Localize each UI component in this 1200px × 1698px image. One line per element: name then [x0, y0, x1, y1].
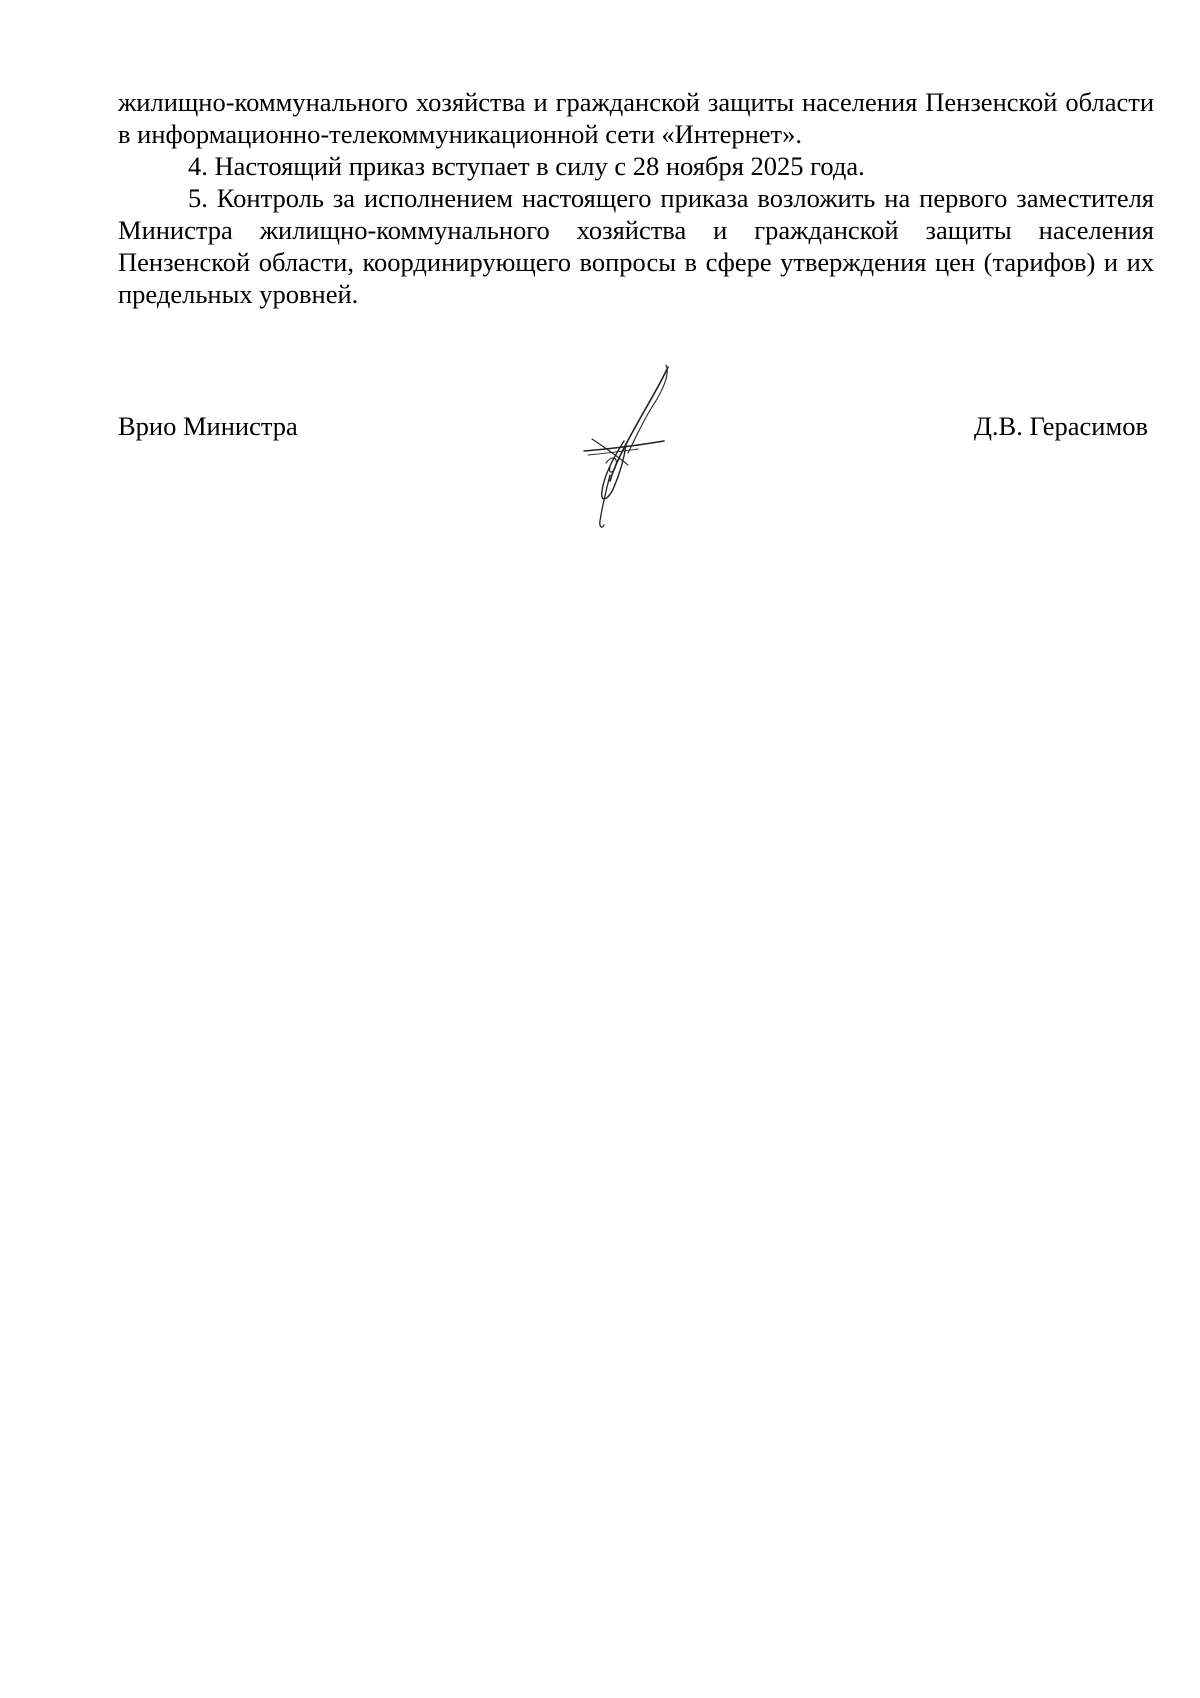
handwritten-signature-icon — [580, 345, 685, 535]
document-body — [118, 86, 1154, 310]
paragraph-continuation: жилищно-коммунального хозяйства и гражданской защиты населения Пензенской области в информационно-телекоммуникационной сети «Интернет». — [118, 87, 1154, 149]
signatory-name: Д.В. Герасимов — [973, 411, 1148, 441]
signatory-position: Врио Министра — [118, 411, 298, 441]
paragraph-item-5: 5. Контроль за исполнением настоящего приказа возложить на первого заместителя Министра жилищно-коммунального хозяйства и гражданской защиты населения Пензенской области, координирующего вопросы в сфере утверждения цен (тарифов) и их предельных уровней. — [118, 183, 1154, 309]
paragraph-item-4: 4. Настоящий приказ вступает в силу с 28 ноября 2025 года. — [188, 151, 865, 181]
